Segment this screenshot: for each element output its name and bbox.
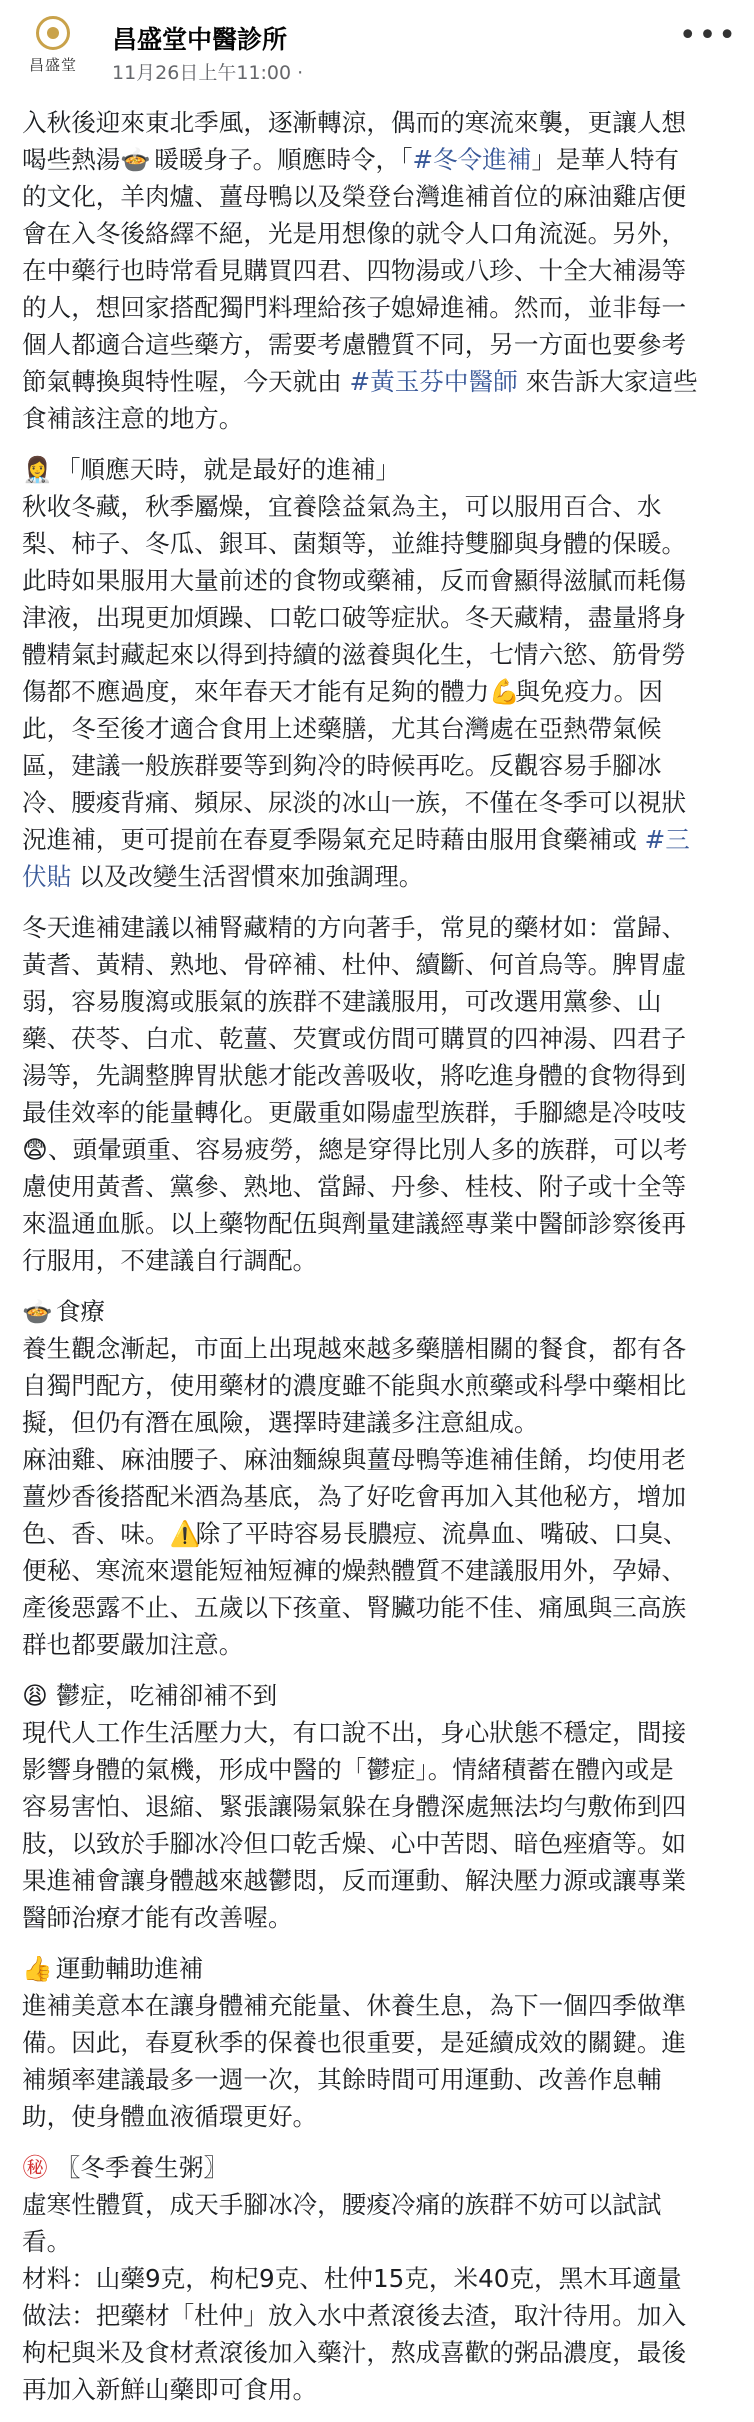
post-header	[0, 0, 754, 96]
text-line: 再加入新鮮山藥即可食用。	[22, 2375, 318, 2404]
text-line: 在中藥行也時常看見購買四君、四物湯或八珍、十全大補湯等	[22, 256, 687, 285]
thumbs-up-icon: 👍	[22, 1954, 53, 1983]
text-line: 津液，出現更加煩躁、口乾口破等症狀。冬天藏精，盡量將身	[22, 603, 687, 632]
text-line: 果進補會讓身體越來越鬱悶，反而運動、解決壓力源或讓專業	[22, 1866, 687, 1895]
text-line: 色、香、味。⚠️除了平時容易長膿痘、流鼻血、嘴破、口臭、	[22, 1515, 738, 1552]
pot-icon: 🍲	[22, 1297, 53, 1326]
text-line: 最佳效率的能量轉化。更嚴重如陽虛型族群，手腳總是冷吱吱	[22, 1098, 687, 1127]
avatar-text: 昌盛堂	[28, 56, 77, 74]
text-line: 助，使身體血液循環更好。	[22, 2102, 318, 2131]
text-line: 慮使用黃耆、黨參、熟地、當歸、丹參、桂枝、附子或十全等	[22, 1172, 687, 1201]
text-line: 群也都要嚴加注意。	[22, 1630, 244, 1659]
hashtag-sanfutie[interactable]: #三	[644, 825, 690, 854]
text-line: 麻油雞、麻油腰子、麻油麵線與薑母鴨等進補佳餚，均使用老	[22, 1445, 687, 1474]
exercise-paragraph	[22, 1950, 738, 2135]
text-line: 體精氣封藏起來以得到持續的滋養與化生，七情六慾、筋骨勞	[22, 640, 687, 669]
text-line: 伏貼 以及改變生活習慣來加強調理。	[22, 862, 424, 891]
text-line: 醫師治療才能有改善喔。	[22, 1903, 293, 1932]
text-line: 產後惡露不止、五歲以下孩童、腎臟功能不佳、痛風與三高族	[22, 1593, 687, 1622]
recipe-paragraph	[22, 2149, 738, 2408]
text-line: 備。因此，春夏秋季的保養也很重要，是延續成效的關鍵。進	[22, 2028, 687, 2057]
text-line: 節氣轉換與特性喔，今天就由 #黃玉芬中醫師 來告訴大家這些	[22, 367, 698, 396]
text-line: 況進補，更可提前在春夏季陽氣充足時藉由服用食藥補或 #三	[22, 825, 690, 854]
text-line: 自獨門配方，使用藥材的濃度雖不能與水煎藥或科學中藥相比	[22, 1371, 687, 1400]
text-line: 會在入冬後絡繹不絕，光是用想像的就令人口角流涎。另外，	[22, 219, 687, 248]
text-line: 此，冬至後才適合食用上述藥膳，尤其台灣處在亞熱帶氣候	[22, 714, 662, 743]
text-line: 材料：山藥9克，枸杞9克、杜仲15克，米40克，黑木耳適量	[22, 2264, 682, 2293]
text-line: 來溫通血脈。以上藥物配伍與劑量建議經專業中醫師診察後再	[22, 1209, 687, 1238]
text-line: 藥、茯苓、白朮、乾薑、芡實或仿間可購買的四神湯、四君子	[22, 1024, 687, 1053]
post-body	[22, 104, 738, 2422]
text-line: 影響身體的氣機，形成中醫的「鬱症」。情緒積蓄在體內或是	[22, 1755, 674, 1784]
text-line: 😨、頭暈頭重、容易疲勞，總是穿得比別人多的族群，可以考	[22, 1131, 738, 1168]
season-paragraph	[22, 451, 738, 895]
text-line: 擬，但仍有潛在風險，選擇時建議多注意組成。	[22, 1408, 539, 1437]
diet-paragraph	[22, 1293, 738, 1663]
text-line: 養生觀念漸起，市面上出現越來越多藥膳相關的餐食，都有各	[22, 1334, 687, 1363]
text-line: 便秘、寒流來還能短袖短褲的燥熱體質不建議服用外，孕婦、	[22, 1556, 687, 1585]
text-line: 看。	[22, 2227, 72, 2256]
text-line: 的人，想回家搭配獨門料理給孩子媳婦進補。然而，並非每一	[22, 293, 687, 322]
text-line: 喝些熱湯🍲 暖暖身子。順應時令，「#冬令進補」是華人特有	[22, 141, 738, 178]
text-line: 此時如果服用大量前述的食物或藥補，反而會顯得滋膩而耗傷	[22, 566, 687, 595]
text-line: 虛寒性體質，成天手腳冰冷，腰痠冷痛的族群不妨可以試試	[22, 2190, 662, 2219]
depression-paragraph	[22, 1677, 738, 1936]
text-line: 補頻率建議最多一週一次，其餘時間可用運動、改善作息輔	[22, 2065, 662, 2094]
text-line: 秋收冬藏，秋季屬燥，宜養陰益氣為主，可以服用百合、水	[22, 492, 662, 521]
text-line: 冷、腰痠背痛、頻尿、尿淡的冰山一族，不僅在冬季可以視狀	[22, 788, 687, 817]
text-line: 梨、柿子、冬瓜、銀耳、菌類等，並維持雙腳與身體的保暖。	[22, 529, 687, 558]
text-line: 弱，容易腹瀉或脹氣的族群不建議服用，可改選用黨參、山	[22, 987, 662, 1016]
page-name-link[interactable]: 昌盛堂中醫診所	[112, 25, 288, 54]
herbs-paragraph	[22, 909, 738, 1279]
text-line: 進補美意本在讓身體補充能量、休養生息，為下一個四季做準	[22, 1991, 687, 2020]
post-timestamp[interactable]: 11月26日上午11:00 ·	[112, 62, 304, 84]
text-line: 入秋後迎來東北季風，逐漸轉涼，偶而的寒流來襲，更讓人想	[22, 108, 687, 137]
muscle-icon: 💪	[489, 677, 520, 706]
cold-face-icon: 😨	[22, 1135, 48, 1164]
hashtag-sanfutie-cont[interactable]: 伏貼	[22, 862, 72, 891]
text-line: 現代人工作生活壓力大，有口說不出，身心狀態不穩定，間接	[22, 1718, 687, 1747]
doctor-icon: 👩‍⚕️	[22, 455, 53, 484]
text-line: 區，建議一般族群要等到夠冷的時候再吃。反觀容易手腳冰	[22, 751, 662, 780]
hashtag-doctor[interactable]: #黃玉芬中醫師	[349, 367, 518, 396]
section-heading: 🍲 食療	[22, 1293, 738, 1330]
text-line: 個人都適合這些藥方，需要考慮體質不同，另一方面也要參考	[22, 330, 687, 359]
section-heading: 👩‍⚕️ 「順應天時，就是最好的進補」	[22, 451, 738, 488]
text-line: 行服用，不建議自行調配。	[22, 1246, 318, 1275]
section-heading: 👍 運動輔助進補	[22, 1950, 738, 1987]
text-line: 的文化，羊肉爐、薑母鴨以及榮登台灣進補首位的麻油雞店便	[22, 182, 687, 211]
page-avatar[interactable]	[22, 14, 84, 80]
clinic-logo-icon	[36, 16, 70, 50]
warning-icon: ⚠️	[169, 1519, 201, 1548]
text-line: 枸杞與米及食材煮滾後加入藥汁，熬成喜歡的粥品濃度，最後	[22, 2338, 687, 2367]
text-line: 肢，以致於手腳冰冷但口乾舌燥、心中苦悶、暗色痤瘡等。如	[22, 1829, 687, 1858]
text-line: 湯等，先調整脾胃狀態才能改善吸收，將吃進身體的食物得到	[22, 1061, 687, 1090]
text-line: 冬天進補建議以補腎藏精的方向著手，常見的藥材如：當歸、	[22, 913, 687, 942]
text-line: 傷都不應過度，來年春天才能有足夠的體力💪與免疫力。因	[22, 673, 738, 710]
text-line: 容易害怕、退縮、緊張讓陽氣躲在身體深處無法均勻敷佈到四	[22, 1792, 687, 1821]
text-line: 薑炒香後搭配米酒為基底，為了好吃會再加入其他秘方，增加	[22, 1482, 687, 1511]
more-options-icon[interactable]: •••	[678, 18, 738, 53]
text-line: 黃耆、黃精、熟地、骨碎補、杜仲、續斷、何首烏等。脾胃虛	[22, 950, 687, 979]
text-line: 食補該注意的地方。	[22, 404, 244, 433]
section-heading: 😩 鬱症，吃補卻補不到	[22, 1677, 738, 1714]
soup-icon: 🍲	[120, 145, 152, 174]
section-heading: ㊙ 〖冬季養生粥〗	[22, 2149, 738, 2186]
text-line: 做法：把藥材「杜仲」放入水中煮滾後去渣，取汁待用。加入	[22, 2301, 687, 2330]
intro-paragraph	[22, 104, 738, 437]
secret-icon: ㊙	[22, 2153, 48, 2182]
tired-face-icon: 😩	[22, 1681, 48, 1710]
hashtag-winter-tonic[interactable]: #冬令進補	[412, 145, 532, 174]
